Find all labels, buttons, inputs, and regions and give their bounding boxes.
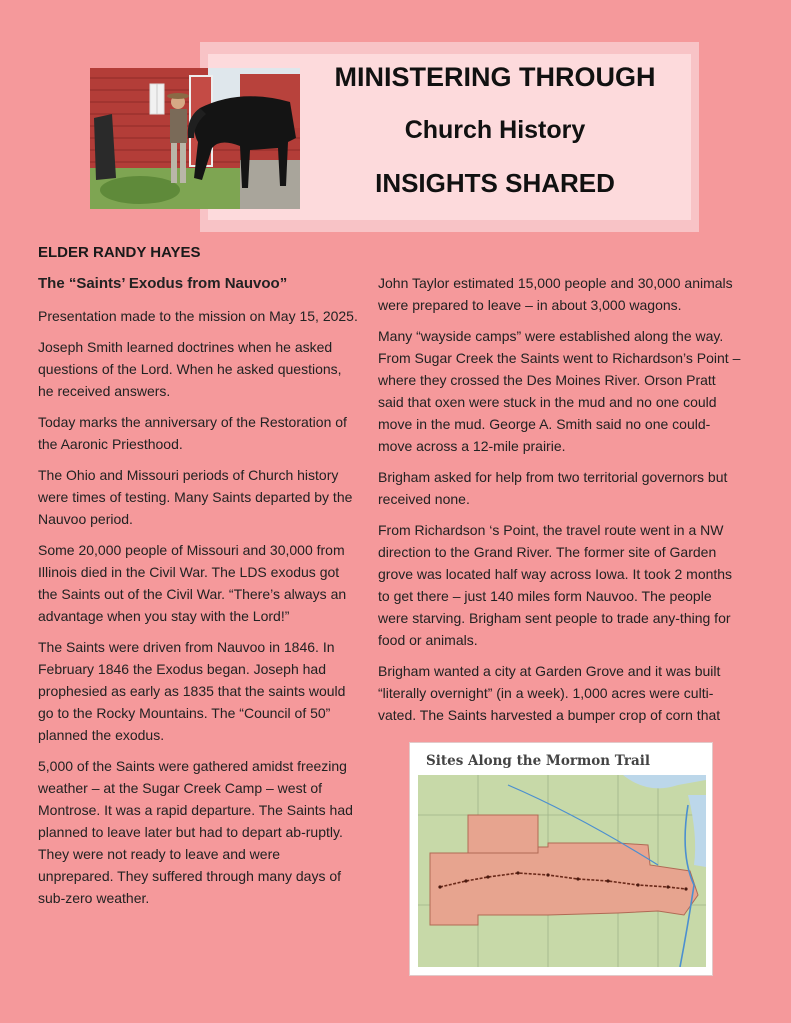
paragraph: Presentation made to the mission on May 15, 2025. bbox=[38, 308, 358, 324]
paragraph: Brigham wanted a city at Garden Grove and it was built “literally overnight” (in a week). 1,000 acres were culti-vated. The Saints harvested a bumper crop of corn that bbox=[378, 663, 721, 723]
author-name: ELDER RANDY HAYES bbox=[38, 244, 201, 261]
article-heading: The “Saints’ Exodus from Nauvoo” bbox=[38, 275, 288, 292]
paragraph: Some 20,000 people of Missouri and 30,000 from Illinois died in the Civil War. The LDS exodus got the Saints out of the Civil War. “There’s always an advantage when you stay with the Lord!” bbox=[38, 542, 347, 624]
paragraph: Today marks the anniversary of the Restoration of the Aaronic Priesthood. bbox=[38, 414, 347, 452]
paragraph: Many “wayside camps” were established along the way. From Sugar Creek the Saints went to Richardson’s Point – where they crossed the Des Moines River. Orson Pratt said that oxen were stuck in the mud and no one could move in the mud. George A. Smith said no one could-move across a 12-mile prairie. bbox=[378, 328, 741, 454]
paragraph: The Ohio and Missouri periods of Church history were times of testing. Many Saints departed by the Nauvoo period. bbox=[38, 467, 353, 527]
paragraph: Brigham asked for help from two territorial governors but received none. bbox=[378, 469, 728, 507]
farmer-horse-photo bbox=[90, 68, 300, 209]
article-left-column bbox=[38, 272, 358, 918]
mormon-trail-map-icon bbox=[418, 775, 706, 967]
mormon-trail-map bbox=[409, 742, 713, 976]
title-line-1: MINISTERING THROUGH bbox=[334, 62, 656, 92]
farmer-horse-barn-icon bbox=[90, 68, 300, 209]
article-right-column bbox=[378, 272, 743, 735]
map-title: Sites Along the Mormon Trail bbox=[426, 753, 650, 769]
paragraph: The Saints were driven from Nauvoo in 1846. In February 1846 the Exodus began. Joseph had prophesied as early as 1835 that the saints would go to the Rocky Mountains. The “Council of 50” planned the exodus. bbox=[38, 639, 346, 743]
title-line-3: INSIGHTS SHARED bbox=[375, 168, 615, 198]
paragraph: Joseph Smith learned doctrines when he asked questions of the Lord. When he asked questions, he received answers. bbox=[38, 339, 342, 399]
paragraph: 5,000 of the Saints were gathered amidst freezing weather – at the Sugar Creek Camp – west of Montrose. It was a rapid departure. The Saints had planned to leave later but had to depart ab-ruptly. They were not ready to leave and were unprepared. They suffered through many days of sub-zero weather. bbox=[38, 758, 353, 906]
paragraph: John Taylor estimated 15,000 people and 30,000 animals were prepared to leave – in about 3,000 wagons. bbox=[378, 275, 733, 313]
paragraph: From Richardson ‘s Point, the travel route went in a NW direction to the Grand River. The former site of Garden grove was located half way across Iowa. It took 2 months to get there – just 140 miles form Nauvoo. The people were starving. Brigham sent people to trade any-thing for food or animals. bbox=[378, 522, 733, 648]
title-line-2: Church History bbox=[404, 116, 586, 144]
